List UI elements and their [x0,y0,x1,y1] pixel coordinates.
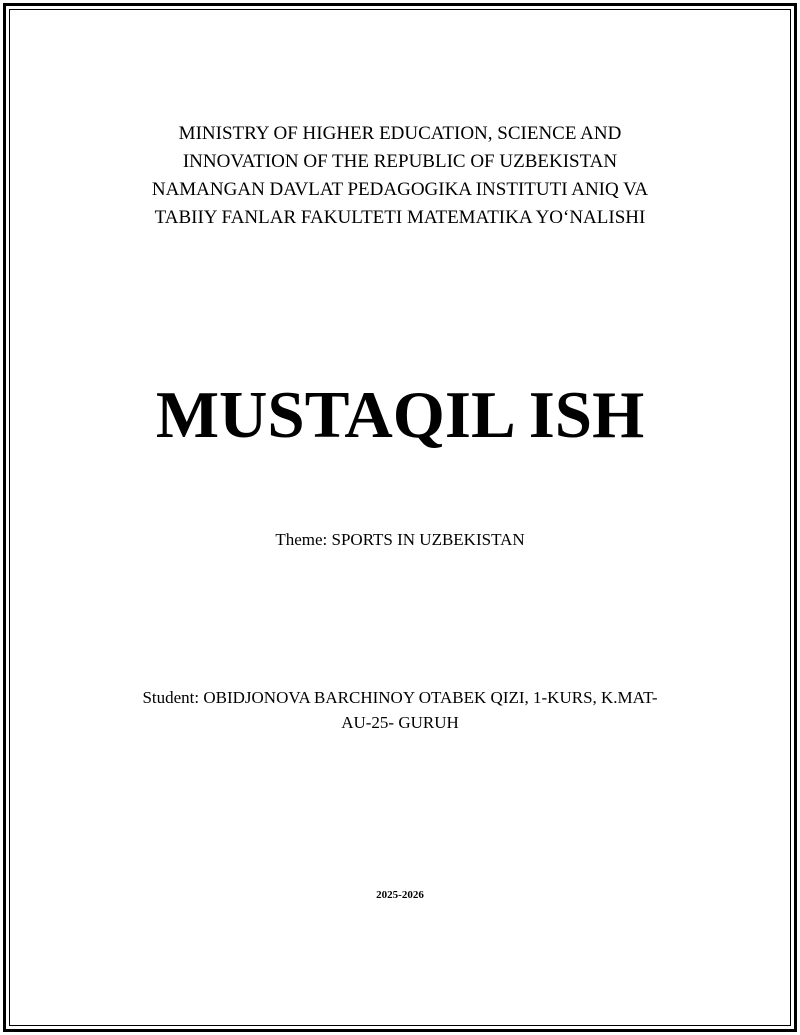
document-title: MUSTAQIL ISH [155,378,645,452]
header-line: MINISTRY OF HIGHER EDUCATION, SCIENCE AND [178,123,622,144]
header-line: INNOVATION OF THE REPUBLIC OF UZBEKISTAN [182,151,618,172]
student-line: AU-25- GURUH [341,713,459,732]
student-info [0,685,800,735]
student-line: Student: OBIDJONOVA BARCHINOY OTABEK QIZI, 1-KURS, K.MAT- [142,688,658,707]
header-line: NAMANGAN DAVLAT PEDAGOGIKA INSTITUTI ANIQ VA [151,179,649,200]
institution-header [0,120,800,232]
theme-text: Theme: SPORTS IN UZBEKISTAN [275,530,525,549]
academic-year: 2025-2026 [376,889,424,901]
header-line: TABIIY FANLAR FAKULTETI MATEMATIKA YO‘NALISHI [154,207,646,228]
